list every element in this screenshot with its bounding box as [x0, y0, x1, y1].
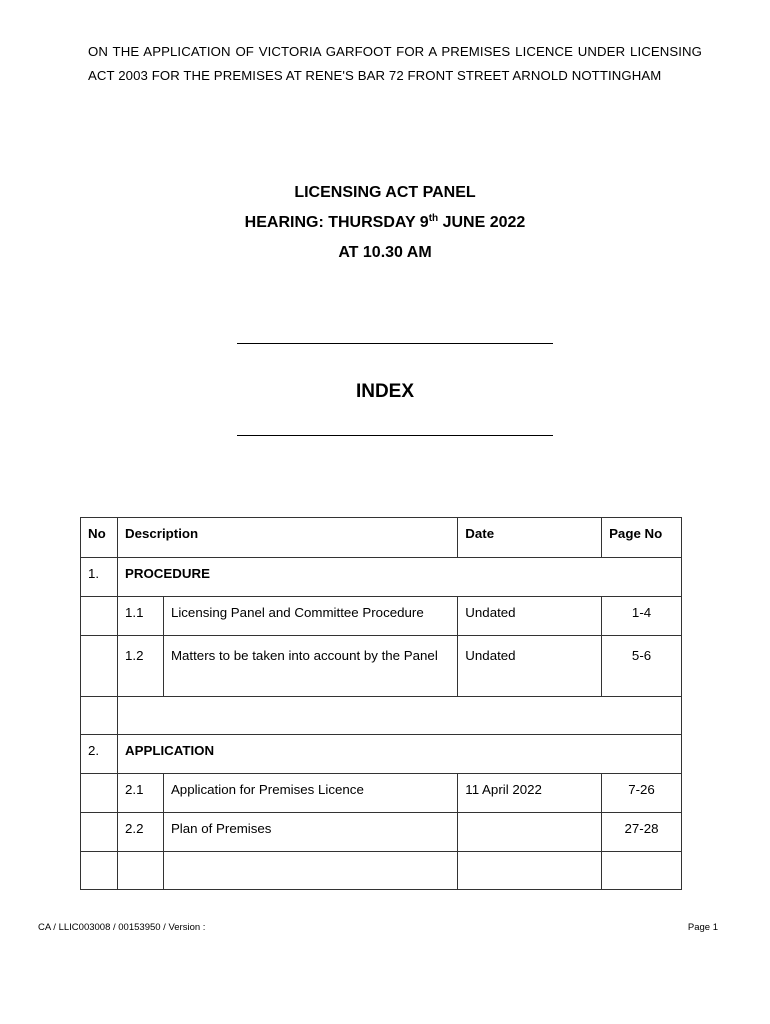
- empty-cell: [81, 636, 118, 697]
- item-date: Undated: [458, 636, 602, 697]
- empty-cell: [81, 774, 118, 813]
- item-date: Undated: [458, 597, 602, 636]
- empty-cell: [117, 852, 163, 890]
- hearing-prefix: HEARING: THURSDAY 9: [244, 214, 429, 231]
- item-no: 2.2: [117, 813, 163, 852]
- header-date: Date: [458, 518, 602, 558]
- spacer-row: [81, 697, 682, 735]
- spacer-row: [81, 852, 682, 890]
- section-row: [81, 558, 682, 597]
- page-number: Page 1: [687, 922, 718, 933]
- item-page: 27-28: [602, 813, 682, 852]
- divider-bottom: [237, 435, 553, 436]
- empty-cell: [163, 852, 457, 890]
- item-page: 7-26: [602, 774, 682, 813]
- section-no: 1.: [81, 558, 118, 597]
- application-intro: ON THE APPLICATION OF VICTORIA GARFOOT FOR A PREMISES LICENCE UNDER LICENSING ACT 2003 FOR THE PREMISES AT RENE'S BAR 72 FRONT STREET ARNOLD NOTTINGHAM: [88, 44, 702, 83]
- empty-cell: [81, 852, 118, 890]
- empty-cell: [602, 852, 682, 890]
- hearing-date: [0, 214, 770, 232]
- item-no: 1.2: [117, 636, 163, 697]
- item-description: Plan of Premises: [163, 813, 457, 852]
- header-no: No: [81, 518, 118, 558]
- table-row: [81, 597, 682, 636]
- empty-cell: [81, 597, 118, 636]
- hearing-time: AT 10.30 AM: [338, 244, 432, 261]
- index-table: [80, 517, 682, 890]
- item-description: Application for Premises Licence: [163, 774, 457, 813]
- hearing-suffix: JUNE 2022: [438, 214, 526, 231]
- item-page: 5-6: [602, 636, 682, 697]
- item-page: 1-4: [602, 597, 682, 636]
- item-no: 1.1: [117, 597, 163, 636]
- table-row: [81, 774, 682, 813]
- hearing-day-suffix: th: [428, 213, 439, 224]
- divider-top: [237, 343, 553, 344]
- item-description: Licensing Panel and Committee Procedure: [163, 597, 457, 636]
- empty-cell: [458, 852, 602, 890]
- section-row: [81, 735, 682, 774]
- footer-reference: CA / LLIC003008 / 00153950 / Version :: [38, 922, 206, 933]
- panel-title: LICENSING ACT PANEL: [294, 184, 476, 201]
- empty-cell: [117, 697, 681, 735]
- table-row: [81, 636, 682, 697]
- section-title: PROCEDURE: [117, 558, 681, 597]
- index-title: INDEX: [355, 381, 415, 402]
- section-title: APPLICATION: [117, 735, 681, 774]
- table-header-row: [81, 518, 682, 558]
- empty-cell: [81, 697, 118, 735]
- item-date: 11 April 2022: [458, 774, 602, 813]
- header-description: Description: [117, 518, 457, 558]
- header-page: Page No: [602, 518, 682, 558]
- empty-cell: [81, 813, 118, 852]
- item-no: 2.1: [117, 774, 163, 813]
- item-date: [458, 813, 602, 852]
- table-row: [81, 813, 682, 852]
- section-no: 2.: [81, 735, 118, 774]
- item-description: Matters to be taken into account by the Panel: [163, 636, 457, 697]
